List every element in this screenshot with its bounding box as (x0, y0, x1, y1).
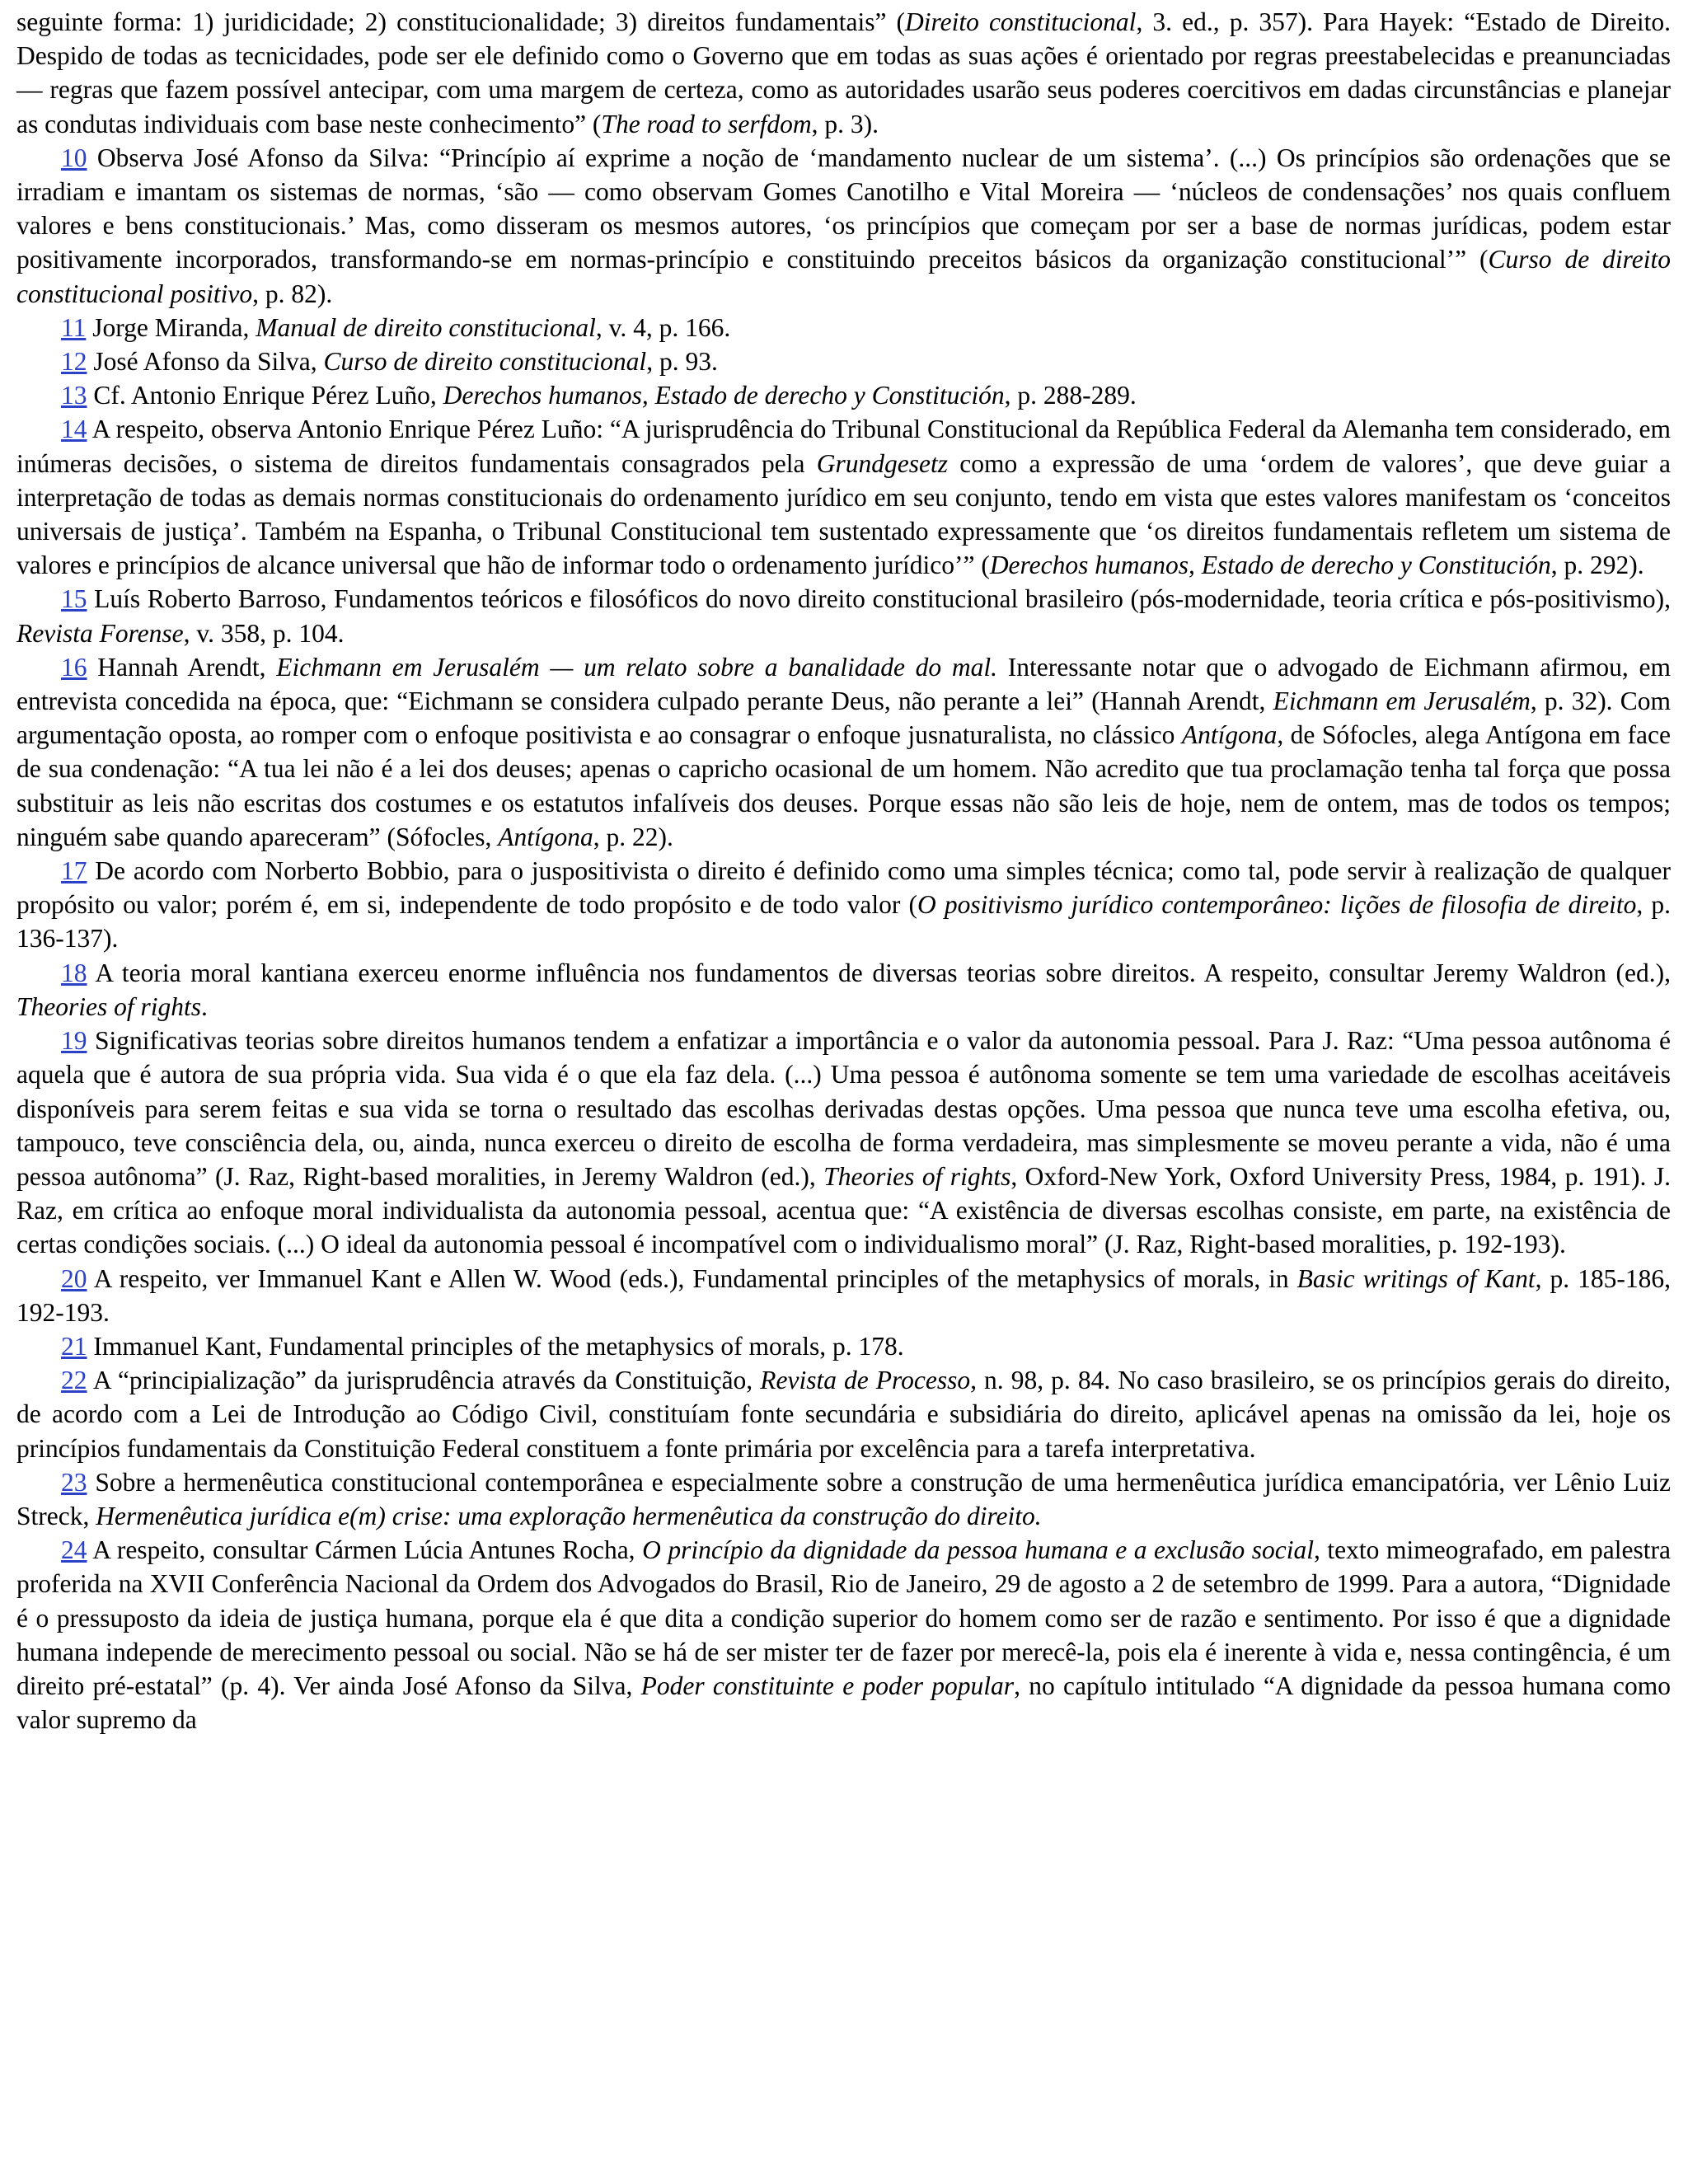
citation-title: Direito constitucional (905, 7, 1137, 36)
footnote-20 (16, 1262, 1671, 1329)
citation-title: Eichmann em Jerusalém (1273, 687, 1531, 716)
footnote-17 (16, 854, 1671, 956)
footnote-text: como a expressão de uma ‘ordem de valores’, que deve guiar a interpretação de todas as demais normas constitucionais do ordenamento jurídico em seu conjunto, tendo em vista que estes valores manifestam os ‘conceitos universais de justiça’. Também na Espanha, o Tribunal Constitucional tem sustentado expressamente que ‘os direitos fundamentais refletem um sistema de valores e princípios de alcance universal que hão de informar todo o ordenamento jurídico’” ( (16, 448, 1671, 580)
footnote-text: , p. 32). Com argumentação oposta, ao romper com o enfoque positivista e ao consagrar o enfoque jusnaturalista, no clássico (16, 687, 1671, 750)
footnote-text: , de Sófocles, alega Antígona em face de sua condenação: “A tua lei não é a lei dos deuses; apenas o capricho ocasional de um homem. Não acredito que tua proclamação tenha tal força que possa substituir as leis não escritas dos costumes e os estatutos infalíveis dos deuses. Porque essas não são leis de hoje, nem de ontem, mas de todos os tempos; ninguém sabe quando apareceram” (Sófocles, (16, 720, 1671, 851)
footnote-text: , v. 4, p. 166. (595, 312, 731, 342)
footnote-link-15[interactable]: 15 (61, 584, 87, 614)
footnote-text: n. 98, p. 84. No caso brasileiro, se os princípios gerais do direito, de acordo com a Lei de Introdução ao Código Civil, constituíam fonte secundária e subsidiária do direito, aplicável apenas na omissão da lei, hoje os princípios fundamentais da Constituição Federal constituem a fonte primária por excelência para a tarefa interpretativa. (16, 1366, 1671, 1463)
footnote-text: Jorge Miranda, (86, 312, 256, 342)
footnote-text: A “principialização” da jurisprudência através da Constituição, (87, 1366, 761, 1395)
footnote-text: A respeito, ver Immanuel Kant e Allen W. Wood (eds.), Fundamental principles of the metaphysics of morals, in (87, 1263, 1297, 1293)
footnote-link-13[interactable]: 13 (61, 381, 87, 410)
citation-title: Curso de direito constitucional (323, 347, 647, 377)
footnote-23 (16, 1465, 1671, 1533)
footnote-text: , p. 22). (593, 822, 673, 851)
footnote-text: , p. 136-137). (16, 890, 1672, 954)
footnote-link-14[interactable]: 14 (61, 415, 87, 444)
citation-title: Eichmann em Jerusalém — um relato sobre a banalidade do mal. (276, 652, 998, 682)
footnote-text: , p. 292). (1550, 551, 1644, 580)
citation-title: O princípio da dignidade da pessoa humana e a exclusão social (642, 1535, 1315, 1565)
footnote-text: Significativas teorias sobre direitos humanos tendem a enfatizar a importância e o valor da autonomia pessoal. Para J. Raz: “Uma pessoa autônoma é aquela que é autora de sua própria vida. Sua vida é o que ela faz dela. (...) Uma pessoa é autônoma somente se tem uma variedade de escolhas aceitáveis disponíveis para serem feitas e sua vida se torna o resultado das escolhas derivadas destas opções. Uma pessoa que nunca teve uma escolha efetiva, ou, tampouco, teve consciência dela, ou, ainda, nunca exerceu o direito de escolha de forma verdadeira, mas simplesmente se moveu perante a vida, não é uma pessoa autônoma” (J. Raz, Right-based moralities, in Jeremy Waldron (ed.), (16, 1026, 1671, 1191)
footnote-text: José Afonso da Silva, (87, 347, 324, 377)
footnote-24 (16, 1533, 1671, 1736)
footnote-link-23[interactable]: 23 (61, 1467, 87, 1497)
footnote-text: , 3. ed., p. 357). Para Hayek: “Estado de Direito. Despido de todas as tecnicidades, pode ser ele definido como o Governo que em todas as suas ações é orientado por regras preestabelecidas e preanunciadas — regras que fazem possível antecipar, com uma margem de certeza, como as autoridades usarão seus poderes coercitivos em dadas circunstâncias e planejar as condutas individuais com base neste conhecimento” ( (16, 7, 1671, 138)
citation-title: Antígona (498, 822, 593, 851)
citation-title: Revista de Processo, (760, 1366, 977, 1395)
footnote-text: Cf. Antonio Enrique Pérez Luño, (87, 381, 443, 410)
footnote-link-17[interactable]: 17 (61, 856, 87, 886)
footnote-link-12[interactable]: 12 (61, 347, 87, 377)
footnote-link-11[interactable]: 11 (61, 312, 87, 342)
footnote-continuation (16, 5, 1671, 141)
footnote-text: seguinte forma: 1) juridicidade; 2) constitucionalidade; 3) direitos fundamentais” ( (16, 7, 906, 36)
footnote-text: Sobre a hermenêutica constitucional contemporânea e especialmente sobre a construção de uma hermenêutica jurídica emancipatória, ver Lênio Luiz Streck, (16, 1467, 1671, 1530)
footnote-text: Hannah Arendt, (87, 652, 277, 682)
citation-title: Theories of rights (823, 1161, 1011, 1191)
footnote-text: , v. 358, p. 104. (183, 618, 345, 648)
footnote-text: , p. 93. (646, 347, 718, 377)
citation-title: Revista Forense (16, 618, 184, 648)
footnote-text: A respeito, observa Antonio Enrique Pérez Luño: “A jurisprudência do Tribunal Constitucional da República Federal da Alemanha tem considerado, em inúmeras decisões, o sistema de direitos fundamentais consagrados pela (16, 415, 1671, 478)
footnote-18 (16, 956, 1671, 1024)
footnote-text: , no capítulo intitulado “A dignidade da pessoa humana como valor supremo da (16, 1671, 1671, 1735)
footnote-link-10[interactable]: 10 (61, 143, 87, 172)
citation-title: Manual de direito constitucional (256, 312, 596, 342)
footnote-11 (16, 311, 1671, 344)
citation-title: Curso de direito constitucional positivo (16, 245, 1671, 308)
footnote-link-18[interactable]: 18 (61, 958, 87, 987)
footnote-link-19[interactable]: 19 (61, 1026, 87, 1056)
footnote-text: , p. 82). (252, 279, 333, 308)
footnote-text: . (201, 991, 208, 1021)
footnote-text: De acordo com Norberto Bobbio, para o juspositivista o direito é definido como uma simples técnica; como tal, pode servir à realização de qualquer propósito ou valor; porém é, em si, independente de todo propósito e de todo valor ( (16, 856, 1671, 920)
citation-title: Derechos humanos, Estado de derecho y Constitución (989, 551, 1551, 580)
footnote-link-22[interactable]: 22 (61, 1366, 87, 1395)
citation-title: Derechos humanos, Estado de derecho y Constitución (443, 381, 1005, 410)
footnote-16 (16, 650, 1671, 854)
footnote-link-24[interactable]: 24 (61, 1535, 87, 1565)
citation-title: Grundgesetz (816, 448, 949, 478)
citation-title: Poder constituinte e poder popular (640, 1671, 1015, 1700)
footnote-21 (16, 1329, 1671, 1363)
citation-title: The road to serfdom (601, 109, 812, 138)
footnote-text: , texto mimeografado, em palestra proferida na XVII Conferência Nacional da Ordem dos Advogados do Brasil, Rio de Janeiro, 29 de agosto a 2 de setembro de 1999. Para a autora, “Dignidade é o pressuposto da ideia de justiça humana, porque ela é que dita a condição superior do homem como ser de razão e sentimento. Por isso é que a dignidade humana independe de merecimento pessoal ou social. Não se há de ser mister ter de fazer por merecê-la, pois ela é inerente à vida e, nessa contingência, é um direito pré-estatal” (p. 4). Ver ainda José Afonso da Silva, (16, 1535, 1671, 1700)
footnotes-list (16, 5, 1671, 1736)
footnote-12 (16, 344, 1671, 378)
footnote-10 (16, 141, 1671, 311)
footnote-14 (16, 412, 1671, 582)
footnote-link-21[interactable]: 21 (61, 1331, 87, 1361)
footnote-text: , p. 3). (811, 109, 879, 138)
footnote-text: A teoria moral kantiana exerceu enorme influência nos fundamentos de diversas teorias sobre direitos. A respeito, consultar Jeremy Waldron (ed.), (87, 958, 1671, 987)
footnote-link-20[interactable]: 20 (61, 1263, 87, 1293)
footnote-text: Observa José Afonso da Silva: “Princípio aí exprime a noção de ‘mandamento nuclear de um sistema’. (...) Os princípios são ordenações que se irradiam e imantam os sistemas de normas, ‘são — como observam Gomes Canotilho e Vital Moreira — ‘núcleos de condensações’ nos quais confluem valores e bens constitucionais.’ Mas, como disseram os mesmos autores, ‘os princípios que começam por ser a base de normas jurídicas, podem estar positivamente incorporados, transformando-se em normas-princípio e constituindo preceitos básicos da organização constitucional’” ( (16, 143, 1671, 274)
footnote-text: Interessante notar que o advogado de Eichmann afirmou, em entrevista concedida na época, que: “Eichmann se considera culpado perante Deus, não perante a lei” (Hannah Arendt, (16, 652, 1671, 716)
footnote-text: , p. 288-289. (1004, 381, 1137, 410)
footnote-text: Luís Roberto Barroso, Fundamentos teóricos e filosóficos do novo direito constitucional brasileiro (pós-modernidade, teoria crítica e pós-positivismo), (87, 584, 1671, 614)
footnote-22 (16, 1363, 1671, 1465)
footnote-link-16[interactable]: 16 (61, 652, 87, 682)
footnote-13 (16, 378, 1671, 412)
footnote-15 (16, 582, 1671, 649)
citation-title: O positivismo jurídico contemporâneo: lições de filosofia de direito (917, 890, 1637, 920)
footnote-19 (16, 1024, 1671, 1261)
citation-title: Hermenêutica jurídica e(m) crise: uma exploração hermenêutica da construção do direito. (96, 1501, 1042, 1530)
citation-title: Antígona (1181, 720, 1278, 750)
citation-title: Theories of rights (16, 991, 202, 1021)
footnote-text: , p. 185-186, 192-193. (16, 1263, 1671, 1327)
footnote-text: A respeito, consultar Cármen Lúcia Antunes Rocha, (87, 1535, 643, 1565)
citation-title: Basic writings of Kant (1296, 1263, 1536, 1293)
footnote-text: , Oxford-New York, Oxford University Press, 1984, p. 191). J. Raz, em crítica ao enfoque moral individualista da autonomia pessoal, acentua que: “A existência de diversas escolhas consiste, em parte, na existência de certas condições sociais. (...) O ideal da autonomia pessoal é incompatível com o individualismo moral” (J. Raz, Right-based moralities, p. 192-193). (16, 1161, 1671, 1259)
footnote-text: Immanuel Kant, Fundamental principles of the metaphysics of morals, p. 178. (87, 1331, 904, 1361)
